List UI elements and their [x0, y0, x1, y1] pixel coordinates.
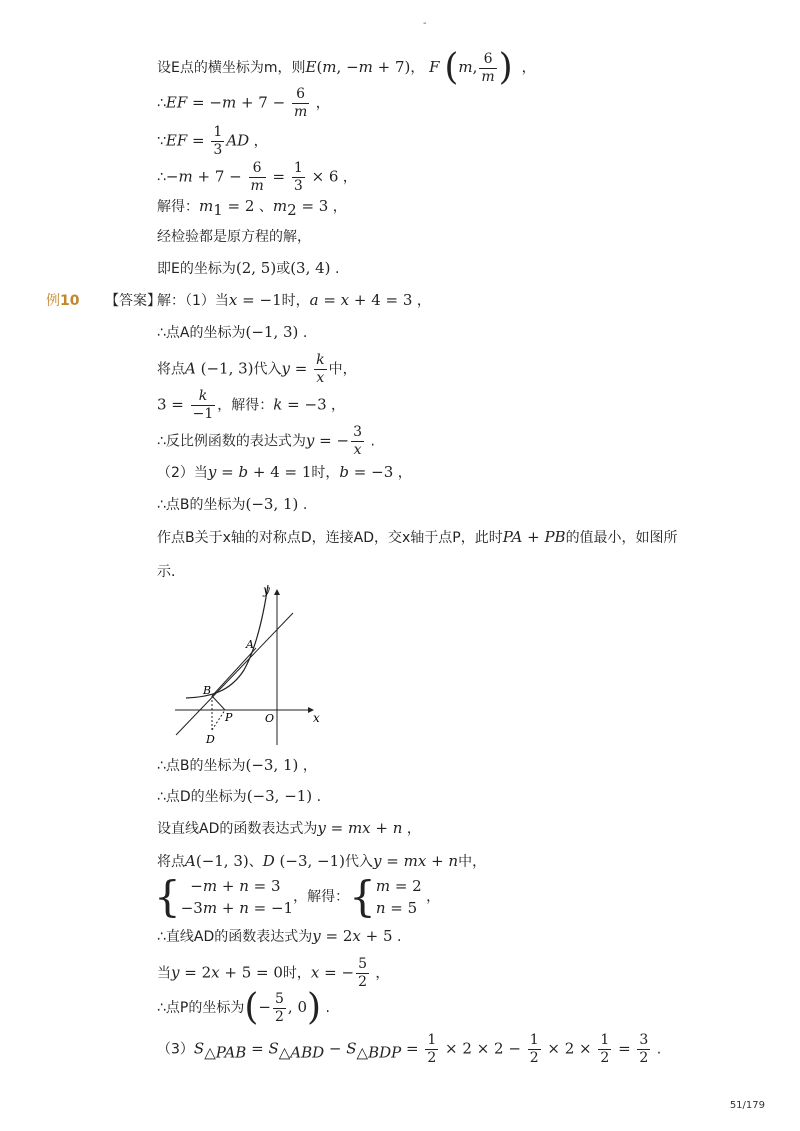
line-1-text: 设E点的横坐标为m，则 [157, 60, 306, 76]
label-x: x [313, 711, 320, 725]
solution-line-3: 将点A (−1, 3)代入y = $\frac{k}{x}$ 中， [157, 352, 357, 386]
segment-ba [212, 648, 256, 696]
line-t6: ∴直线AD的函数表达式为y = 2x + 5 . [157, 927, 402, 945]
page-number: 51/179 [729, 1100, 765, 1111]
line-t4: 将点A(−1, 3)、D (−3, −1)代入y = mx + n中， [157, 852, 487, 870]
line-t5-system: { −m + n = 3 −3m + n = −1 ，解得：{ m = 2 n = 5 ， [154, 872, 441, 921]
line-t1: ∴点B的坐标为(−3, 1) ， [157, 756, 317, 774]
answer-tag: 【答案】 [105, 293, 161, 309]
line-t7: 当y = 2x + 5 = 0时，x = − $\frac{5}{2}$ ， [157, 956, 390, 990]
line-5: 解得：$m_1 = 2$ 、$m_2 = 3$ ， [157, 197, 347, 219]
line-t3: 设直线AD的函数表达式为y = mx + n ， [157, 819, 421, 837]
coordinate-figure [170, 580, 330, 750]
dashed-dp [212, 710, 225, 730]
solution-line-7: ∴点B的坐标为(−3, 1) . [157, 495, 308, 513]
label-a: A [246, 638, 254, 651]
header-mark: - [423, 18, 427, 29]
solution-line-4: 3 = $\frac{k}{-1}$ ，解得：k = −3 ， [157, 388, 346, 422]
label-b: B [203, 684, 212, 697]
segment-bp [212, 696, 225, 710]
line-t2: ∴点D的坐标为(−3, −1) . [157, 787, 322, 805]
solution-line-2: ∴点A的坐标为(−1, 3) . [157, 323, 308, 341]
label-o: O [265, 712, 275, 725]
line-t8: ∴点P的坐标为(− $\frac{5}{2}$ , 0) . [157, 987, 330, 1028]
solution-line-5: ∴反比例函数的表达式为y = − $\frac{3}{x}$ . [157, 424, 375, 458]
line-2: ∴EF = −m + 7 − $\frac{6}{m}$ ， [157, 86, 330, 120]
label-d: D [206, 733, 215, 746]
line-ad [176, 613, 293, 735]
example-label: 例10 [46, 293, 80, 309]
label-p: P [225, 711, 233, 724]
hyperbola-curve [186, 585, 268, 698]
solution-line-6: （2）当y = b + 4 = 1时，b = −3 ， [157, 463, 412, 481]
label-y: y [263, 583, 270, 597]
line-7: 即E的坐标为(2, 5)或(3, 4) . [157, 259, 340, 277]
line-4: ∴−m + 7 − $\frac{6}{m}$ = $\frac{1}{3}$ × 6 ， [157, 160, 357, 194]
solution-line-8: 作点B关于x轴的对称点D，连接AD，交x轴于点P，此时PA + PB的值最小，如图所 [157, 528, 678, 546]
line-6: 经检验都是原方程的解， [157, 229, 311, 245]
line-t9: $(3)S_{\triangle PAB} = S_{\triangle ABD} - S_{\triangle BDP}$ = $\frac{1}{2}$ × 2 × 2 − $\frac{1}{2}$ × 2 × $\frac{1}{2}$ = $\frac{3}{2}$ . [157, 1032, 662, 1066]
solution-line-9: 示． [157, 564, 185, 580]
line-3: ∵EF = $\frac{1}{3}$ AD ， [157, 124, 268, 158]
solution-line-1: 解：（1）当x = −1时，a = x + 4 = 3 ， [157, 291, 431, 309]
line-1: 设E点的横坐标为m，则E(m, −m + 7)， F (m, $\frac{6}{m}$ ) ， [157, 47, 536, 88]
